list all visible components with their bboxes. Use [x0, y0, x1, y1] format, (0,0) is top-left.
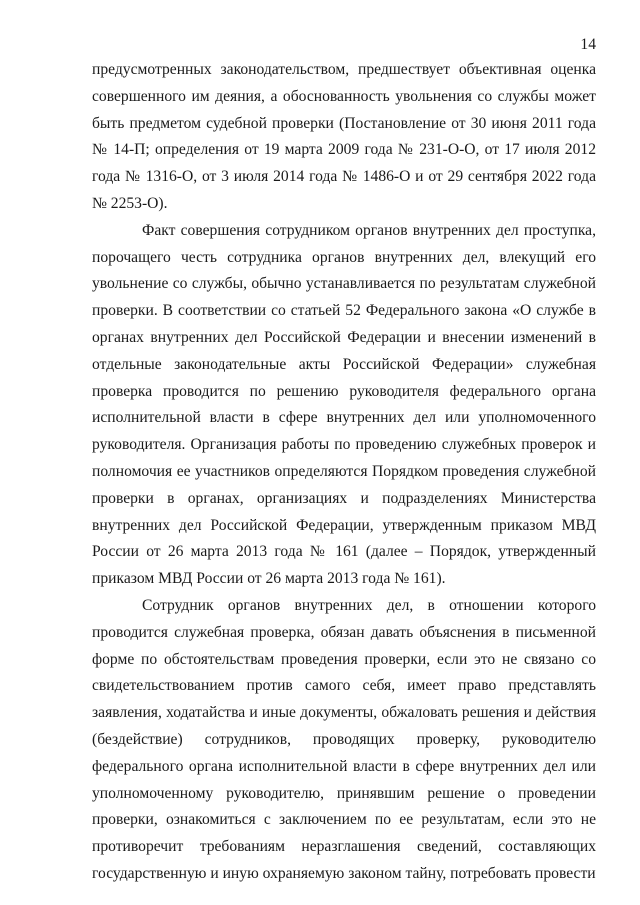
- text-line: заявления, ходатайства и иные документы, обжаловать решения и действия: [92, 704, 596, 722]
- text-line: проверки. В соответствии со статьей 52 Федерального закона «О службе в: [92, 302, 596, 320]
- text-line: форме по обстоятельствам проведения проверки, если это не связано со: [92, 650, 596, 668]
- text-line: предусмотренных законодательством, предшествует объективная оценка: [92, 61, 596, 78]
- text-line: года № 1316-О, от 3 июля 2014 года № 1486-О и от 29 сентября 2022 года: [92, 168, 596, 186]
- text-line: проверки в органах, организациях и подразделениях Министерства: [92, 489, 596, 507]
- text-line: порочащего честь сотрудника органов внутренних дел, влекущий его: [92, 248, 596, 266]
- text-line: противоречит требованиям неразглашения сведений, составляющих: [92, 838, 596, 856]
- text-line: совершенного им деяния, а обоснованность увольнения со службы может: [92, 87, 596, 105]
- text-line: увольнение со службы, обычно устанавливается по результатам служебной: [92, 275, 596, 293]
- text-line: России от 26 марта 2013 года № 161 (далее – Порядок, утвержденный: [92, 543, 596, 561]
- paragraph: [92, 57, 596, 218]
- text-line: Факт совершения сотрудником органов внутренних дел проступка,: [142, 221, 596, 239]
- text-line: руководителя. Организация работы по проведению служебных проверок и: [92, 436, 596, 454]
- body-text: [92, 57, 596, 888]
- text-line: государственную и иную охраняемую законом тайну, потребовать провести: [92, 864, 596, 882]
- text-line: № 14-П; определения от 19 марта 2009 года № 231-О-О, от 17 июля 2012: [92, 141, 596, 159]
- text-line: проверки, ознакомиться с заключением по ее результатам, если это не: [92, 811, 596, 829]
- text-line: быть предметом судебной проверки (Постановление от 30 июня 2011 года: [92, 114, 596, 132]
- text-line: проверка проводится по решению руководителя федерального органа: [92, 382, 596, 400]
- text-line: свидетельствованием против самого себя, имеет право представлять: [92, 677, 596, 695]
- text-line: отдельные законодательные акты Российской Федерации» служебная: [92, 355, 596, 373]
- text-line: проводится служебная проверка, обязан давать объяснения в письменной: [92, 623, 596, 641]
- text-line: приказом МВД России от 26 марта 2013 года № 161).: [92, 570, 446, 588]
- text-line: № 2253-О).: [92, 194, 168, 212]
- paragraph: [92, 593, 596, 888]
- text-line: внутренних дел Российской Федерации, утвержденным приказом МВД: [92, 516, 596, 534]
- paragraph: [92, 218, 596, 593]
- text-line: органах внутренних дел Российской Федерации и внесении изменений в: [92, 328, 596, 346]
- text-line: федерального органа исполнительной власти в сфере внутренних дел или: [92, 757, 596, 775]
- text-line: исполнительной власти в сфере внутренних дел или уполномоченного: [92, 409, 596, 427]
- text-line: полномочия ее участников определяются Порядком проведения служебной: [92, 462, 596, 480]
- text-line: (бездействие) сотрудников, проводящих проверку, руководителю: [92, 730, 596, 748]
- text-line: Сотрудник органов внутренних дел, в отношении которого: [142, 596, 596, 614]
- page-number: 14: [580, 36, 596, 53]
- text-line: уполномоченному руководителю, принявшим решение о проведении: [92, 784, 596, 802]
